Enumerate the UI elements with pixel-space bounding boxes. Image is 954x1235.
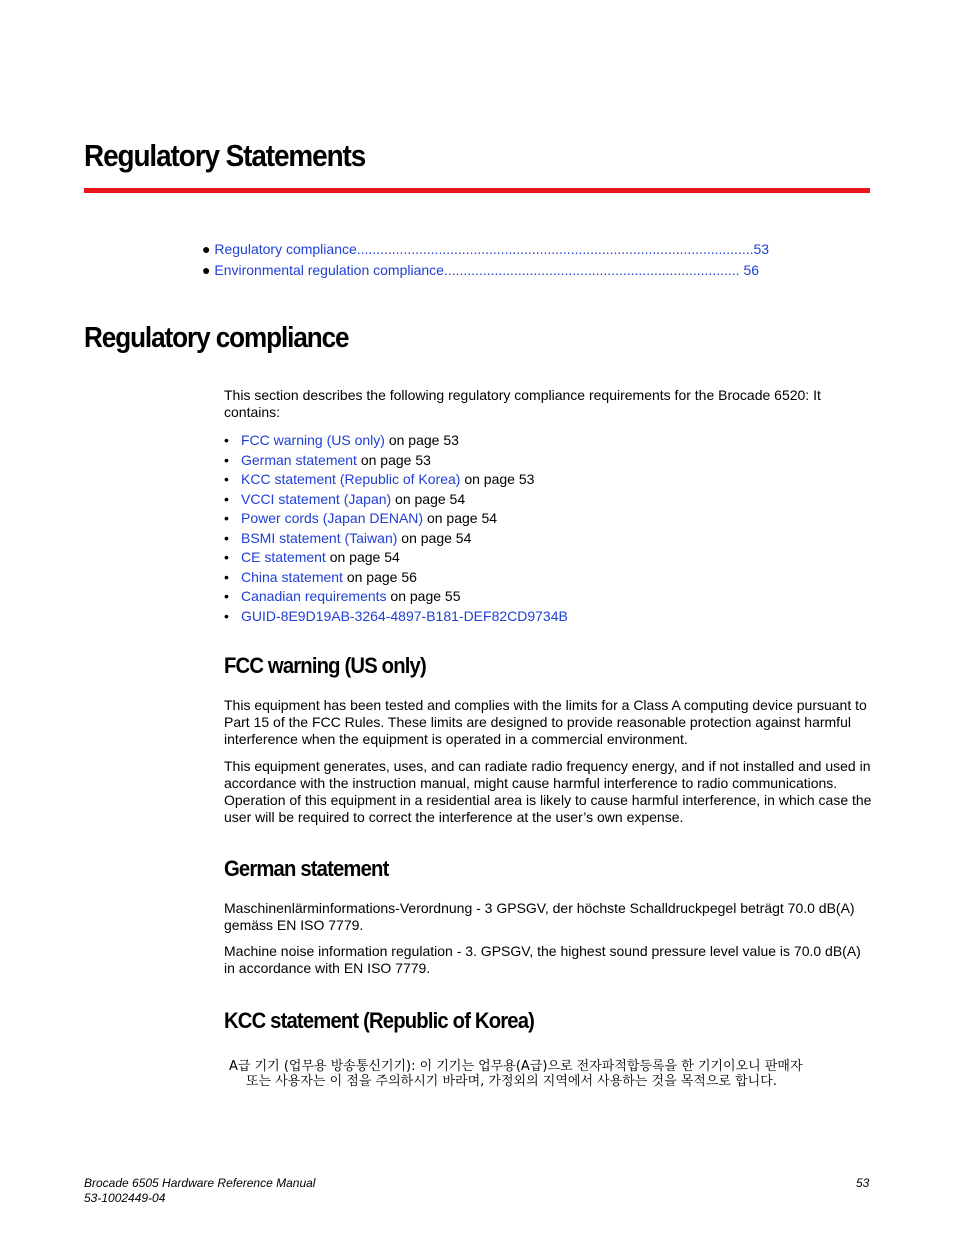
list-item: • German statement on page 53	[224, 451, 431, 468]
bullet-icon: •	[224, 549, 229, 565]
toc-link-regulatory-compliance[interactable]: Regulatory compliance......................................................................................................53	[214, 241, 770, 257]
bullet-icon: •	[224, 432, 229, 448]
list-item: • FCC warning (US only) on page 53	[224, 432, 459, 448]
kcc-line-1: A급 기기 (업무용 방송통신기기): 이 기기는 업무용(A급)으로 전자파적합등록을 한 기기이오니 판매자	[229, 1059, 803, 1074]
topic-link[interactable]: Canadian requirements	[241, 588, 387, 604]
fcc-paragraph-1: This equipment has been tested and complies with the limits for a Class A computing device pursuant to Part 15 of the FCC Rules. These limits are designed to provide reasonable protection against harmful interference when the equipment is operated in a commercial environment.	[224, 697, 867, 747]
footer	[84, 1176, 315, 1206]
bullet-icon: ●	[202, 262, 211, 278]
list-item	[224, 607, 568, 627]
topic-link[interactable]: BSMI statement (Taiwan)	[241, 529, 398, 546]
bullet-icon: •	[224, 471, 229, 487]
topic-link[interactable]: German statement	[241, 451, 357, 468]
kcc-heading: KCC statement (Republic of Korea)	[224, 1008, 535, 1033]
intro-paragraph: This section describes the following regulatory compliance requirements for the Brocade 6520: It contains:	[224, 387, 821, 420]
title-divider	[84, 188, 870, 193]
page-number: 53	[856, 1176, 870, 1190]
list-item: • Power cords (Japan DENAN) on page 54	[224, 510, 498, 526]
list-item: • KCC statement (Republic of Korea) on page 53	[224, 471, 535, 487]
bullet-icon: •	[224, 568, 229, 585]
kcc-line-2: 또는 사용자는 이 점을 주의하시기 바라며, 가정외의 지역에서 사용하는 것을 목적으로 합니다.	[246, 1074, 777, 1089]
topic-link[interactable]: Power cords (Japan DENAN)	[241, 510, 424, 526]
german-paragraph-1: Maschinenlärminformations-Verordnung - 3 GPSGV, der höchste Schalldruckpegel beträgt 70.0 dB(A) gemäss EN ISO 7779.	[224, 900, 855, 933]
topic-link[interactable]: GUID-8E9D19AB-3264-4897-B181-DEF82CD9734B	[241, 607, 568, 624]
topic-link[interactable]: FCC warning (US only)	[241, 432, 385, 448]
german-paragraph-2: Machine noise information regulation - 3. GPSGV, the highest sound pressure level value is 70.0 dB(A) in accordance with EN ISO 7779.	[224, 943, 861, 976]
list-item: • BSMI statement (Taiwan) on page 54	[224, 529, 472, 546]
kcc-statement	[229, 1059, 803, 1089]
chapter-title: Regulatory Statements	[84, 138, 366, 173]
topic-link[interactable]: CE statement	[241, 549, 326, 565]
bullet-icon: •	[224, 451, 229, 468]
bullet-icon: •	[224, 490, 229, 507]
list-item: • CE statement on page 54	[224, 549, 400, 565]
bullet-icon: •	[224, 588, 229, 604]
fcc-heading: FCC warning (US only)	[224, 653, 426, 678]
list-item: • VCCI statement (Japan) on page 54	[224, 490, 466, 507]
topic-list	[224, 431, 568, 626]
topic-link[interactable]: KCC statement (Republic of Korea)	[241, 471, 461, 487]
toc-entry[interactable]	[202, 261, 769, 282]
list-item: • Canadian requirements on page 55	[224, 588, 461, 604]
toc	[202, 240, 769, 282]
fcc-paragraph-2: This equipment generates, uses, and can radiate radio frequency energy, and if not installed and used in accordance with the instruction manual, might cause harmful interference to radio communications. Operation of this equipment in a residential area is likely to cause harmful interference, in which case the user will be required to correct the interference at the user’s own expense.	[224, 758, 872, 825]
footer-part-number: 53-1002449-04	[84, 1191, 166, 1205]
german-heading: German statement	[224, 856, 389, 881]
list-item: • China statement on page 56	[224, 568, 417, 585]
topic-link[interactable]: VCCI statement (Japan)	[241, 490, 392, 507]
topic-link[interactable]: China statement	[241, 568, 343, 585]
footer-manual-title: Brocade 6505 Hardware Reference Manual	[84, 1176, 316, 1190]
bullet-icon: •	[224, 510, 229, 526]
section-heading: Regulatory compliance	[84, 322, 349, 354]
bullet-icon: ●	[202, 241, 211, 257]
toc-entry[interactable]	[202, 240, 769, 261]
toc-link-environmental-regulation[interactable]: Environmental regulation compliance............................................................................ 56	[214, 262, 760, 278]
bullet-icon: •	[224, 607, 229, 624]
bullet-icon: •	[224, 529, 229, 546]
